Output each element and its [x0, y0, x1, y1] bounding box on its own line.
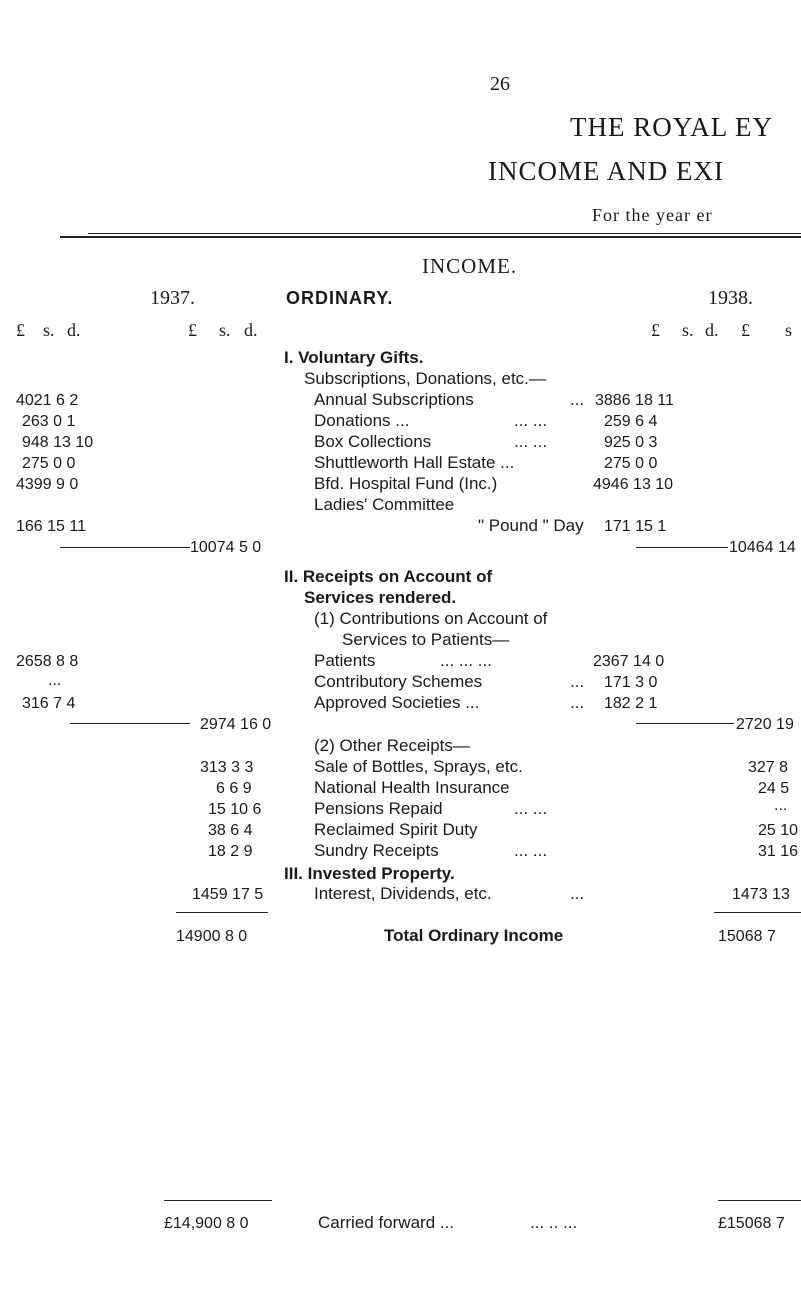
voluntary-total-1937: 10074 5 0 — [190, 539, 262, 556]
receipts-heading-1: II. Receipts on Account of — [284, 567, 493, 586]
contrib-rule-1938 — [636, 723, 734, 724]
y1937-contributory-schemes: ... — [48, 672, 62, 689]
y1938-approved-societies: 182 2 1 — [604, 695, 658, 712]
y1938-shuttleworth: 275 0 0 — [604, 455, 658, 472]
total-ordinary-1937: 14900 8 0 — [176, 928, 248, 945]
y1937-sundry-receipts: 18 2 9 — [208, 843, 253, 860]
carried-forward-dots: ... .. ... — [530, 1213, 578, 1232]
label-patients: Patients — [314, 651, 376, 670]
y1937-donations: 263 0 1 — [22, 413, 76, 430]
currency-pence-2: d. — [244, 320, 258, 340]
y1938-interest: 1473 13 — [732, 886, 790, 903]
y1937-pensions-repaid: 15 10 6 — [208, 801, 262, 818]
label-interest: Interest, Dividends, etc. — [314, 884, 492, 903]
carried-rule-1938 — [718, 1200, 801, 1201]
label-national-health: National Health Insurance — [314, 778, 510, 797]
label-box-collections: Box Collections — [314, 432, 432, 451]
contrib-total-1937: 2974 16 0 — [200, 716, 272, 733]
currency-pence-3: d. — [705, 320, 719, 340]
dots-box-collections: ... ... — [514, 432, 548, 451]
label-shuttleworth: Shuttleworth Hall Estate ... — [314, 453, 515, 472]
carried-forward-label: Carried forward ... — [318, 1213, 455, 1232]
dots-sundry-receipts: ... ... — [514, 841, 548, 860]
y1938-annual-subscriptions: 3886 18 11 — [595, 392, 674, 409]
other-receipts-heading: (2) Other Receipts— — [314, 736, 470, 755]
y1938-sundry-receipts: 31 16 — [758, 843, 799, 860]
carried-forward-1937: £14,900 8 0 — [164, 1215, 249, 1232]
currency-pence-1: d. — [67, 320, 81, 340]
currency-pound-4: £ — [741, 320, 750, 340]
y1938-bfd-hospital-fund: 4946 13 10 — [593, 476, 674, 493]
carried-rule-1937 — [164, 1200, 272, 1201]
label-ladies-committee: Ladies' Committee — [314, 495, 455, 514]
y1938-contributory-schemes: 171 3 0 — [604, 674, 658, 691]
section-heading: INCOME. — [422, 254, 518, 278]
invested-heading: III. Invested Property. — [284, 864, 455, 883]
currency-shilling-1: s. — [43, 320, 55, 340]
total-ordinary-label: Total Ordinary Income — [384, 926, 564, 945]
dots-contributory-schemes: ... — [570, 672, 585, 691]
total-rule-1938 — [714, 912, 801, 913]
y1937-approved-societies: 316 7 4 — [22, 695, 76, 712]
dots-patients: ... ... ... — [440, 651, 492, 670]
y1937-sale-of-bottles: 313 3 3 — [200, 759, 254, 776]
y1937-annual-subscriptions: 4021 6 2 — [16, 392, 79, 409]
currency-shilling-4: s — [785, 320, 793, 340]
y1938-pensions-repaid: ... — [774, 797, 788, 814]
subtotal-rule-1938 — [636, 547, 728, 548]
dots-interest: ... — [570, 884, 585, 903]
y1937-bfd-hospital-fund: 4399 9 0 — [16, 476, 79, 493]
y1938-reclaimed-spirit: 25 10 — [758, 822, 799, 839]
y1937-patients: 2658 8 8 — [16, 653, 79, 670]
label-approved-societies: Approved Societies ... — [314, 693, 480, 712]
y1937-box-collections: 948 13 10 — [22, 434, 94, 451]
y1937-national-health: 6 6 9 — [216, 780, 252, 797]
currency-shilling-2: s. — [219, 320, 231, 340]
label-bfd-hospital-fund: Bfd. Hospital Fund (Inc.) — [314, 474, 498, 493]
dots-donations: ... ... — [514, 411, 548, 430]
y1937-ladies-committee: 166 15 11 — [16, 518, 86, 535]
contrib-total-1938: 2720 19 — [736, 716, 794, 733]
contrib-heading-2: Services to Patients— — [342, 630, 510, 649]
y1938-box-collections: 925 0 3 — [604, 434, 658, 451]
total-ordinary-1938: 15068 7 — [718, 928, 776, 945]
subtotal-rule-1937 — [60, 547, 190, 548]
dots-annual-subscriptions: ... — [570, 390, 585, 409]
y1938-sale-of-bottles: 327 8 — [748, 759, 789, 776]
label-pound-day: " Pound " Day — [478, 516, 584, 535]
document-title: THE ROYAL EY — [570, 112, 773, 142]
y1938-ladies-committee: 171 15 1 — [604, 518, 667, 535]
ordinary-label: ORDINARY. — [286, 288, 394, 308]
label-donations: Donations ... — [314, 411, 410, 430]
receipts-heading-2: Services rendered. — [304, 588, 457, 607]
voluntary-total-1938: 10464 14 — [729, 539, 796, 556]
label-contributory-schemes: Contributory Schemes — [314, 672, 483, 691]
carried-forward-1938: £15068 7 — [718, 1215, 785, 1232]
voluntary-heading: I. Voluntary Gifts. — [284, 348, 424, 367]
label-pensions-repaid: Pensions Repaid — [314, 799, 443, 818]
y1938-national-health: 24 5 — [758, 780, 790, 797]
page-number: 26 — [490, 73, 510, 95]
voluntary-subheading: Subscriptions, Donations, etc.— — [304, 369, 546, 388]
header-rule-bottom — [60, 236, 801, 238]
y1937-reclaimed-spirit: 38 6 4 — [208, 822, 253, 839]
document-subtitle: INCOME AND EXI — [488, 156, 724, 186]
contrib-heading-1: (1) Contributions on Account of — [314, 609, 548, 628]
y1937-shuttleworth: 275 0 0 — [22, 455, 76, 472]
year-1938: 1938. — [708, 287, 753, 309]
label-sundry-receipts: Sundry Receipts — [314, 841, 439, 860]
total-rule-1937 — [176, 912, 268, 913]
y1938-patients: 2367 14 0 — [593, 653, 665, 670]
label-annual-subscriptions: Annual Subscriptions — [314, 390, 474, 409]
currency-pound-2: £ — [188, 320, 197, 340]
year-1937: 1937. — [150, 287, 195, 309]
label-reclaimed-spirit: Reclaimed Spirit Duty — [314, 820, 478, 839]
period-text: For the year er — [592, 205, 713, 225]
label-sale-of-bottles: Sale of Bottles, Sprays, etc. — [314, 757, 523, 776]
currency-pound-1: £ — [16, 320, 25, 340]
y1938-donations: 259 6 4 — [604, 413, 658, 430]
contrib-rule-1937 — [70, 723, 190, 724]
currency-shilling-3: s. — [682, 320, 694, 340]
y1937-interest: 1459 17 5 — [192, 886, 264, 903]
dots-pensions-repaid: ... ... — [514, 799, 548, 818]
header-rule-top — [88, 233, 801, 234]
currency-pound-3: £ — [651, 320, 660, 340]
dots-approved-societies: ... — [570, 693, 585, 712]
